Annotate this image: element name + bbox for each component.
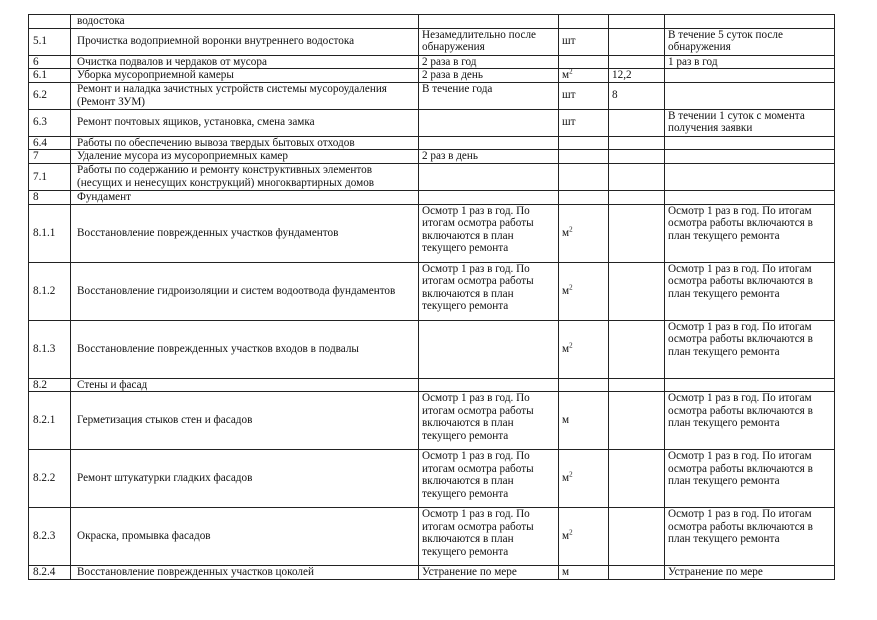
unit-text: шт bbox=[562, 89, 576, 102]
quantity-cell bbox=[609, 378, 665, 392]
row-number-cell: 8 bbox=[29, 190, 71, 204]
row-number-cell: 8.1.1 bbox=[29, 204, 71, 262]
table-row bbox=[29, 69, 835, 83]
quantity-cell bbox=[609, 262, 665, 320]
unit-cell bbox=[559, 28, 609, 55]
quantity-cell bbox=[609, 508, 665, 566]
table-row bbox=[29, 163, 835, 190]
row-number-cell bbox=[29, 15, 71, 29]
term-cell: Осмотр 1 раз в год. По итогам осмотра работы включаются в план текущего ремонта bbox=[665, 450, 835, 508]
term-cell: Осмотр 1 раз в год. По итогам осмотра работы включаются в план текущего ремонта bbox=[665, 204, 835, 262]
table-row bbox=[29, 82, 835, 109]
work-name-cell: Восстановление гидроизоляции и систем водоотвода фундаментов bbox=[71, 262, 419, 320]
unit-superscript: 2 bbox=[569, 341, 573, 350]
quantity-cell bbox=[609, 109, 665, 136]
unit-cell bbox=[559, 190, 609, 204]
work-name-cell: Фундамент bbox=[71, 190, 419, 204]
frequency-cell: Осмотр 1 раз в год. По итогам осмотра работы включаются в план текущего ремонта bbox=[419, 262, 559, 320]
row-number-cell: 8.1.2 bbox=[29, 262, 71, 320]
unit-cell bbox=[559, 163, 609, 190]
unit-cell bbox=[559, 150, 609, 164]
quantity-cell bbox=[609, 566, 665, 580]
term-cell: Осмотр 1 раз в год. По итогам осмотра работы включаются в план текущего ремонта bbox=[665, 320, 835, 378]
unit-text: шт bbox=[562, 35, 576, 48]
row-number-cell: 6.4 bbox=[29, 136, 71, 150]
term-cell bbox=[665, 163, 835, 190]
unit-cell bbox=[559, 55, 609, 69]
unit-superscript: 2 bbox=[569, 283, 573, 292]
quantity-cell bbox=[609, 204, 665, 262]
table-row bbox=[29, 392, 835, 450]
row-number-cell: 8.2 bbox=[29, 378, 71, 392]
frequency-cell: Осмотр 1 раз в год. По итогам осмотра работы включаются в план текущего ремонта bbox=[419, 450, 559, 508]
unit-text: м bbox=[562, 472, 570, 485]
term-cell bbox=[665, 15, 835, 29]
unit-text: м bbox=[562, 566, 570, 579]
row-number-cell: 8.2.4 bbox=[29, 566, 71, 580]
work-name-cell: Ремонт штукатурки гладких фасадов bbox=[71, 450, 419, 508]
table-row bbox=[29, 320, 835, 378]
term-cell bbox=[665, 190, 835, 204]
table-row bbox=[29, 378, 835, 392]
quantity-cell bbox=[609, 28, 665, 55]
term-cell: В течение 5 суток после обнаружения bbox=[665, 28, 835, 55]
unit-text: м bbox=[562, 284, 570, 297]
unit-cell bbox=[559, 450, 609, 508]
unit-cell bbox=[559, 69, 609, 83]
row-number-cell: 6.1 bbox=[29, 69, 71, 83]
work-name-cell: Ремонт почтовых ящиков, установка, смена замка bbox=[71, 109, 419, 136]
term-cell: 1 раз в год bbox=[665, 55, 835, 69]
frequency-cell: Незамедлительно после обнаружения bbox=[419, 28, 559, 55]
unit-cell bbox=[559, 392, 609, 450]
quantity-cell bbox=[609, 392, 665, 450]
frequency-cell bbox=[419, 15, 559, 29]
table-row bbox=[29, 150, 835, 164]
row-number-cell: 8.2.1 bbox=[29, 392, 71, 450]
frequency-cell: Устранение по мере bbox=[419, 566, 559, 580]
quantity-cell bbox=[609, 150, 665, 164]
table-row bbox=[29, 566, 835, 580]
frequency-cell bbox=[419, 136, 559, 150]
unit-superscript: 2 bbox=[569, 528, 573, 537]
table-row bbox=[29, 28, 835, 55]
frequency-cell bbox=[419, 378, 559, 392]
work-name-cell: Очистка подвалов и чердаков от мусора bbox=[71, 55, 419, 69]
unit-text: м bbox=[562, 69, 570, 82]
unit-superscript: 2 bbox=[569, 225, 573, 234]
table-row bbox=[29, 136, 835, 150]
unit-text: м bbox=[562, 530, 570, 543]
term-cell: Осмотр 1 раз в год. По итогам осмотра работы включаются в план текущего ремонта bbox=[665, 392, 835, 450]
table-row bbox=[29, 262, 835, 320]
row-number-cell: 7.1 bbox=[29, 163, 71, 190]
row-number-cell: 6.2 bbox=[29, 82, 71, 109]
row-number-cell: 5.1 bbox=[29, 28, 71, 55]
quantity-cell bbox=[609, 450, 665, 508]
unit-text: м bbox=[562, 414, 570, 427]
unit-cell bbox=[559, 15, 609, 29]
row-number-cell: 8.2.2 bbox=[29, 450, 71, 508]
quantity-cell bbox=[609, 55, 665, 69]
unit-cell bbox=[559, 82, 609, 109]
table-row bbox=[29, 508, 835, 566]
unit-cell bbox=[559, 262, 609, 320]
work-name-cell: Ремонт и наладка зачистных устройств системы мусороудаления (Ремонт ЗУМ) bbox=[71, 82, 419, 109]
row-number-cell: 6.3 bbox=[29, 109, 71, 136]
work-name-cell: Стены и фасад bbox=[71, 378, 419, 392]
unit-cell bbox=[559, 566, 609, 580]
term-cell bbox=[665, 378, 835, 392]
quantity-cell bbox=[609, 163, 665, 190]
term-cell bbox=[665, 136, 835, 150]
work-name-cell: Восстановление поврежденных участков фундаментов bbox=[71, 204, 419, 262]
term-cell bbox=[665, 82, 835, 109]
row-number-cell: 8.1.3 bbox=[29, 320, 71, 378]
work-name-cell: Удаление мусора из мусороприемных камер bbox=[71, 150, 419, 164]
frequency-cell: 2 раз в день bbox=[419, 150, 559, 164]
quantity-cell bbox=[609, 190, 665, 204]
frequency-cell bbox=[419, 163, 559, 190]
table-row bbox=[29, 190, 835, 204]
table-row bbox=[29, 204, 835, 262]
unit-cell bbox=[559, 378, 609, 392]
work-name-cell: Прочистка водоприемной воронки внутреннего водостока bbox=[71, 28, 419, 55]
row-number-cell: 8.2.3 bbox=[29, 508, 71, 566]
work-name-cell: Окраска, промывка фасадов bbox=[71, 508, 419, 566]
frequency-cell: Осмотр 1 раз в год. По итогам осмотра работы включаются в план текущего ремонта bbox=[419, 508, 559, 566]
work-name-cell: водостока bbox=[71, 15, 419, 29]
table-row bbox=[29, 15, 835, 29]
frequency-cell: Осмотр 1 раз в год. По итогам осмотра работы включаются в план текущего ремонта bbox=[419, 204, 559, 262]
table-row bbox=[29, 450, 835, 508]
unit-superscript: 2 bbox=[569, 68, 573, 76]
work-name-cell: Работы по обеспечению вывоза твердых бытовых отходов bbox=[71, 136, 419, 150]
unit-cell bbox=[559, 508, 609, 566]
row-number-cell: 6 bbox=[29, 55, 71, 69]
unit-cell bbox=[559, 320, 609, 378]
term-cell: Устранение по мере bbox=[665, 566, 835, 580]
unit-superscript: 2 bbox=[569, 470, 573, 479]
unit-cell bbox=[559, 136, 609, 150]
term-cell: Осмотр 1 раз в год. По итогам осмотра работы включаются в план текущего ремонта bbox=[665, 262, 835, 320]
quantity-cell bbox=[609, 320, 665, 378]
unit-cell bbox=[559, 204, 609, 262]
frequency-cell bbox=[419, 109, 559, 136]
work-name-cell: Герметизация стыков стен и фасадов bbox=[71, 392, 419, 450]
work-name-cell: Работы по содержанию и ремонту конструктивных элементов (несущих и ненесущих конструкций) многоквартирных домов bbox=[71, 163, 419, 190]
term-cell: В течении 1 суток с момента получения заявки bbox=[665, 109, 835, 136]
unit-text: м bbox=[562, 342, 570, 355]
works-table-body bbox=[29, 15, 835, 580]
work-name-cell: Уборка мусороприемной камеры bbox=[71, 69, 419, 83]
unit-text: м bbox=[562, 226, 570, 239]
frequency-cell: 2 раза в год bbox=[419, 55, 559, 69]
works-table bbox=[28, 14, 835, 580]
term-cell bbox=[665, 150, 835, 164]
unit-cell bbox=[559, 109, 609, 136]
term-cell bbox=[665, 69, 835, 83]
quantity-cell: 12,2 bbox=[609, 69, 665, 83]
table-row bbox=[29, 109, 835, 136]
frequency-cell bbox=[419, 190, 559, 204]
frequency-cell: В течение года bbox=[419, 82, 559, 109]
quantity-cell: 8 bbox=[609, 82, 665, 109]
frequency-cell: Осмотр 1 раз в год. По итогам осмотра работы включаются в план текущего ремонта bbox=[419, 392, 559, 450]
term-cell: Осмотр 1 раз в год. По итогам осмотра работы включаются в план текущего ремонта bbox=[665, 508, 835, 566]
row-number-cell: 7 bbox=[29, 150, 71, 164]
frequency-cell: 2 раза в день bbox=[419, 69, 559, 83]
quantity-cell bbox=[609, 15, 665, 29]
quantity-cell bbox=[609, 136, 665, 150]
table-row bbox=[29, 55, 835, 69]
unit-text: шт bbox=[562, 116, 576, 129]
work-name-cell: Восстановление поврежденных участков входов в подвалы bbox=[71, 320, 419, 378]
work-name-cell: Восстановление поврежденных участков цоколей bbox=[71, 566, 419, 580]
frequency-cell bbox=[419, 320, 559, 378]
